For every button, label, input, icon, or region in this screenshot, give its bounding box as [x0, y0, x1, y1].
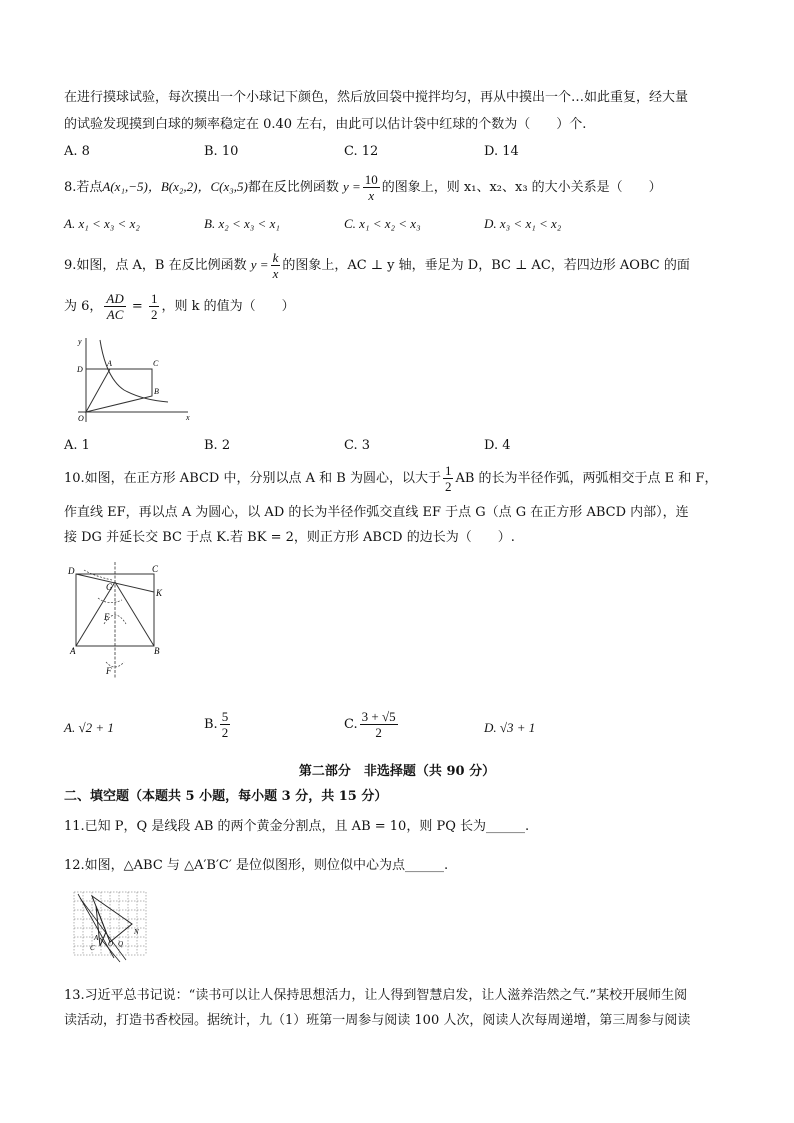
q9-ratio-eq: = — [131, 299, 143, 314]
q9-line2-prefix: 为 6， — [64, 299, 103, 314]
q7-option-d: D. 14 — [484, 144, 519, 159]
q10-label-a: A — [70, 646, 76, 656]
q9-quadrilateral — [86, 369, 152, 412]
q10-label-k: K — [156, 588, 163, 598]
q7-option-a: A. 8 — [64, 144, 90, 159]
part2-title: 第二部分 非选择题（共 90 分） — [298, 764, 496, 779]
q10-half-den: 2 — [444, 479, 452, 494]
q8-func-num: 10 — [364, 172, 378, 187]
q9-func-num: k — [272, 250, 279, 265]
q9-option-a: A. 1 — [64, 438, 90, 453]
q12-label-c: C — [90, 944, 95, 952]
q10-option-b-fraction — [220, 709, 231, 740]
q10-half-num: 1 — [444, 463, 452, 478]
q9-label-d: D — [77, 365, 83, 374]
q10-option-c-den: 2 — [375, 725, 382, 740]
q8-stem — [64, 170, 662, 205]
q8-option-a: A. x₁ < x₃ < x₂ — [64, 216, 140, 231]
q8-func-fraction — [363, 172, 380, 203]
q8-option-c: C. x₁ < x₂ < x₃ — [344, 216, 421, 231]
q12-label-o: O — [108, 940, 114, 948]
q8-func-den: x — [368, 188, 375, 203]
q10-label-e: E — [104, 612, 110, 622]
q10-option-b-num: 5 — [221, 709, 229, 724]
q9-label-c: C — [153, 359, 159, 368]
q10-option-a: A. √2 + 1 — [64, 720, 114, 735]
q9-label-x: x — [186, 413, 190, 422]
q10-option-d: D. √3 + 1 — [484, 720, 536, 735]
q9-label-b: B — [154, 387, 159, 396]
q10-line1 — [64, 462, 717, 496]
q10-label-d: D — [68, 566, 75, 576]
q9-label-a: A — [107, 359, 112, 368]
q8-suffix: 的图象上，则 x₁、x₂、x₃ 的大小关系是（ ） — [381, 180, 662, 195]
q9-func-lhs: y = — [250, 257, 269, 272]
q9-func-den: x — [272, 266, 279, 281]
q7-line1: 在进行摸球试验，每次摸出一个小球记下颜色，然后放回袋中搅拌均匀，再从中摸出一个…如此重复，经大量 — [64, 90, 689, 105]
q10-option-c — [344, 708, 400, 742]
q10-option-b-den: 2 — [221, 725, 229, 740]
q10-option-b — [204, 708, 232, 742]
q8-option-b: B. x₂ < x₃ < x₁ — [204, 216, 280, 231]
q10-figure — [64, 560, 172, 684]
q10-label-b: B — [154, 646, 160, 656]
q7-option-c: C. 12 — [344, 144, 379, 159]
q12-label-a: A — [94, 934, 99, 942]
q9-ratio-val-den: 2 — [150, 307, 158, 322]
q9-figure — [72, 334, 194, 430]
q9-ratio-num: AD — [106, 291, 124, 306]
q13-line1: 13.习近平总书记说：“读书可以让人保持思想活力，让人得到智慧启发，让人滋养浩然之气.”某校开展师生阅 — [64, 988, 688, 1003]
q10-line-bg — [115, 582, 154, 646]
q8-prefix: 8.若点 — [64, 180, 103, 195]
q12-text: 12.如图，△ABC 与 △A′B′C′ 是位似图形，则位似中心为点______. — [64, 858, 449, 873]
q9-stem-line1 — [64, 248, 690, 283]
q9-line2-suffix: ，则 k 的值为（ ） — [161, 299, 295, 314]
q9-option-c: C. 3 — [344, 438, 371, 453]
q10-arc-mid — [98, 598, 122, 603]
q10-line1-prefix: 10.如图，在正方形 ABCD 中，分别以点 A 和 B 为圆心，以大于 — [64, 471, 441, 486]
q9-option-b: B. 2 — [204, 438, 231, 453]
q10-arc-g — [84, 570, 112, 580]
q7-option-b: B. 10 — [204, 144, 239, 159]
q12-label-n: N — [134, 928, 139, 936]
q12-label-q: Q — [118, 940, 124, 948]
q10-label-c: C — [152, 564, 159, 574]
q9-label-y: y — [78, 337, 82, 346]
q10-line1-suffix: AB 的长为半径作弧，两弧相交于点 E 和 F， — [455, 471, 718, 486]
q7-line2: 的试验发现摸到白球的频率稳定在 0.40 左右，由此可以估计袋中红球的个数为（ ）个. — [64, 117, 587, 132]
q10-option-c-fraction — [360, 709, 398, 740]
q9-ratio-den: AC — [106, 307, 124, 322]
q10-option-c-prefix: C. — [344, 717, 358, 732]
q9-suffix: 的图象上，AC ⊥ y 轴，垂足为 D，BC ⊥ AC，若四边形 AOBC 的面 — [282, 258, 690, 273]
q10-option-b-prefix: B. — [204, 717, 218, 732]
q11-text: 11.已知 P，Q 是线段 AB 的两个黄金分割点，且 AB = 10，则 PQ 长为______. — [64, 819, 530, 834]
q8-points: A(x₁,−5)，B(x₂,2)，C(x₃,5) — [102, 179, 248, 194]
q13-line2: 读活动，打造书香校园。据统计，九（1）班第一周参与阅读 100 人次，阅读人次每周递增，第三周参与阅读 — [64, 1013, 691, 1028]
fill-blank-section-header: 二、填空题（本题共 5 小题，每小题 3 分，共 15 分） — [64, 789, 388, 804]
q10-option-c-num: 3 + √5 — [361, 709, 396, 724]
q8-func-lhs: y = — [342, 179, 361, 194]
q10-label-g: G — [106, 582, 113, 592]
q9-label-o: O — [78, 414, 84, 423]
q9-ratio-value — [149, 291, 160, 322]
q10-line2: 作直线 EF，再以点 A 为圆心，以 AD 的长为半径作弧交直线 EF 于点 G（点 G 在正方形 ABCD 内部），连 — [64, 505, 689, 520]
q8-mid: 都在反比例函数 — [247, 180, 339, 195]
q9-option-d: D. 4 — [484, 438, 511, 453]
q12-figure — [70, 888, 150, 966]
q10-line3: 接 DG 并延长交 BC 于点 K.若 BK = 2，则正方形 ABCD 的边长为（ ）. — [64, 530, 515, 545]
q9-func-fraction — [271, 250, 281, 281]
q10-label-f: F — [106, 666, 112, 676]
q9-ratio-fraction — [104, 291, 125, 322]
q8-option-d: D. x₃ < x₁ < x₂ — [484, 216, 562, 231]
q10-half-fraction — [443, 463, 454, 494]
q9-prefix: 9.如图，点 A，B 在反比例函数 — [64, 258, 247, 273]
q9-ratio-val-num: 1 — [150, 291, 158, 306]
q9-stem-line2 — [64, 290, 295, 324]
